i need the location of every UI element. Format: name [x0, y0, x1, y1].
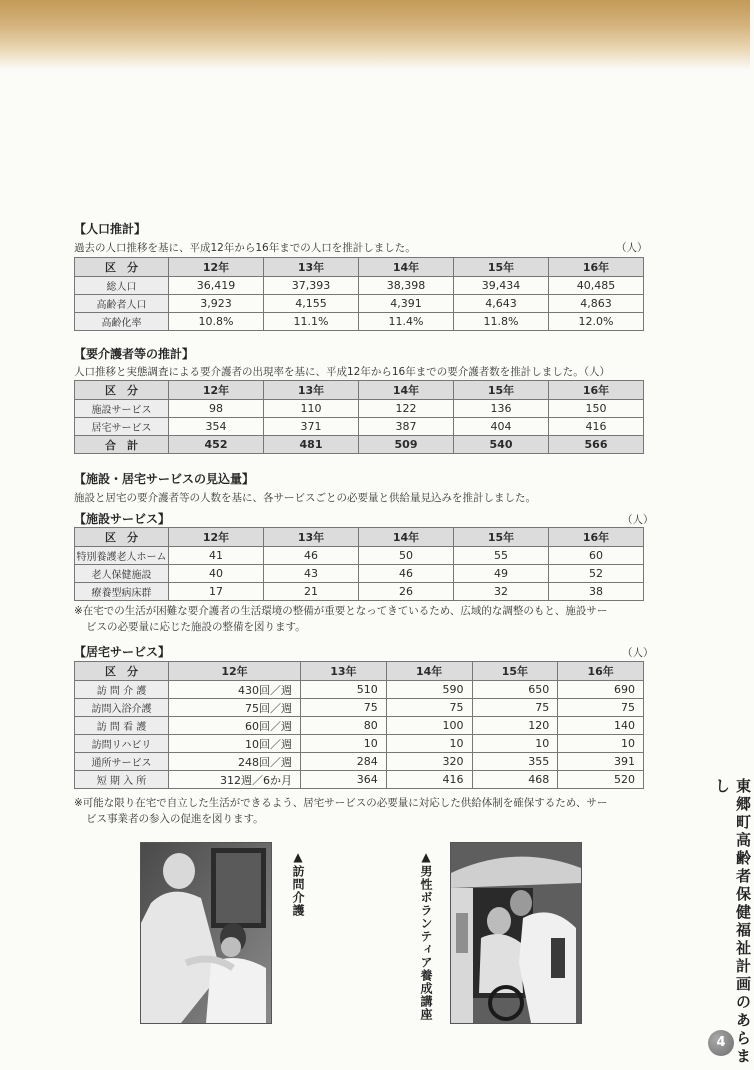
row-label: 老人保健施設	[75, 565, 169, 583]
facility-table	[74, 527, 644, 601]
table-cell: 136	[454, 400, 549, 418]
table-cell: 75	[386, 699, 472, 717]
table-row	[75, 753, 644, 771]
header-cell: 16年	[549, 528, 644, 547]
header-cell: 13年	[264, 258, 359, 277]
table-cell: 40	[169, 565, 264, 583]
table-cell: 430回／週	[169, 681, 301, 699]
header-cell: 区 分	[75, 528, 169, 547]
row-label: 高齢化率	[75, 313, 169, 331]
table-cell: 110	[264, 400, 359, 418]
table-row	[75, 277, 644, 295]
header-cell: 12年	[169, 258, 264, 277]
care-table	[74, 380, 644, 454]
home-table	[74, 661, 644, 789]
header-cell: 14年	[359, 381, 454, 400]
table-cell: 10回／週	[169, 735, 301, 753]
table-cell: 17	[169, 583, 264, 601]
table-cell: 55	[454, 547, 549, 565]
male-volunteer-course-photo	[450, 842, 582, 1024]
row-label: 施設サービス	[75, 400, 169, 418]
row-label: 高齢者人口	[75, 295, 169, 313]
table-cell: 43	[264, 565, 359, 583]
table-cell: 49	[454, 565, 549, 583]
header-cell: 13年	[264, 381, 359, 400]
table-cell: 75	[558, 699, 644, 717]
table-cell: 387	[359, 418, 454, 436]
table-row	[75, 418, 644, 436]
header-cell: 区 分	[75, 381, 169, 400]
home-note-line1: ※可能な限り在宅で自立した生活ができるよう、居宅サービスの必要量に対応した供給体制を確保するため、サー	[74, 797, 608, 809]
table-cell: 12.0%	[549, 313, 644, 331]
table-row	[75, 699, 644, 717]
table-cell: 41	[169, 547, 264, 565]
table-cell: 26	[359, 583, 454, 601]
table-cell: 60	[549, 547, 644, 565]
table-header-row	[75, 381, 644, 400]
table-cell: 140	[558, 717, 644, 735]
table-cell: 50	[359, 547, 454, 565]
table-cell: 46	[359, 565, 454, 583]
table-cell: 46	[264, 547, 359, 565]
table-cell: 371	[264, 418, 359, 436]
table-cell: 452	[169, 436, 264, 454]
table-cell: 39,434	[454, 277, 549, 295]
table-cell: 320	[386, 753, 472, 771]
table-cell: 4,391	[359, 295, 454, 313]
row-label: 短 期 入 所	[75, 771, 169, 789]
table-cell: 11.8%	[454, 313, 549, 331]
table-cell: 520	[558, 771, 644, 789]
table-cell: 150	[549, 400, 644, 418]
table-header-row	[75, 662, 644, 681]
table-cell: 4,863	[549, 295, 644, 313]
header-cell: 区 分	[75, 258, 169, 277]
home-note-line2: ビス事業者の参入の促進を図ります。	[86, 813, 264, 825]
header-cell: 12年	[169, 528, 264, 547]
table-cell: 590	[386, 681, 472, 699]
table-cell: 312週／6か月	[169, 771, 301, 789]
population-table	[74, 257, 644, 331]
row-label: 訪問リハビリ	[75, 735, 169, 753]
header-cell: 15年	[454, 381, 549, 400]
row-label: 訪 問 看 護	[75, 717, 169, 735]
table-row	[75, 313, 644, 331]
table-cell: 404	[454, 418, 549, 436]
table-cell: 4,155	[264, 295, 359, 313]
table-cell: 10	[301, 735, 387, 753]
home-unit: （人）	[622, 647, 654, 659]
table-cell: 32	[454, 583, 549, 601]
table-cell: 100	[386, 717, 472, 735]
facility-title: 【施設サービス】	[74, 512, 171, 526]
row-label: 訪問入浴介護	[75, 699, 169, 717]
table-cell: 416	[386, 771, 472, 789]
table-cell: 10	[472, 735, 558, 753]
care-title: 【要介護者等の推計】	[74, 347, 195, 361]
table-cell: 248回／週	[169, 753, 301, 771]
header-cell: 14年	[359, 258, 454, 277]
table-row	[75, 717, 644, 735]
table-row	[75, 400, 644, 418]
table-cell: 120	[472, 717, 558, 735]
home-visit-care-photo	[140, 842, 272, 1024]
table-row	[75, 583, 644, 601]
table-cell: 391	[558, 753, 644, 771]
table-cell: 10	[558, 735, 644, 753]
table-cell: 80	[301, 717, 387, 735]
table-cell: 37,393	[264, 277, 359, 295]
table-cell: 75回／週	[169, 699, 301, 717]
header-cell: 区 分	[75, 662, 169, 681]
outlook-title: 【施設・居宅サービスの見込量】	[74, 472, 255, 486]
table-cell: 650	[472, 681, 558, 699]
population-title: 【人口推計】	[74, 222, 147, 236]
table-row	[75, 735, 644, 753]
row-label: 特別養護老人ホーム	[75, 547, 169, 565]
header-band	[0, 0, 750, 70]
home-note	[74, 795, 644, 827]
row-label: 合 計	[75, 436, 169, 454]
table-row	[75, 565, 644, 583]
table-cell: 566	[549, 436, 644, 454]
table-row	[75, 547, 644, 565]
table-header-row	[75, 528, 644, 547]
header-cell: 12年	[169, 381, 264, 400]
facility-unit: （人）	[622, 514, 654, 526]
table-cell: 481	[264, 436, 359, 454]
table-cell: 540	[454, 436, 549, 454]
header-cell: 15年	[454, 258, 549, 277]
table-cell: 38	[549, 583, 644, 601]
table-cell: 416	[549, 418, 644, 436]
table-cell: 11.4%	[359, 313, 454, 331]
header-cell: 16年	[549, 258, 644, 277]
table-cell: 510	[301, 681, 387, 699]
table-row	[75, 681, 644, 699]
table-cell: 75	[472, 699, 558, 717]
table-cell: 10.8%	[169, 313, 264, 331]
table-cell: 10	[386, 735, 472, 753]
population-desc: 過去の人口推移を基に、平成12年から16年までの人口を推計しました。	[74, 242, 416, 254]
table-cell: 364	[301, 771, 387, 789]
table-cell: 3,923	[169, 295, 264, 313]
population-unit: （人）	[616, 242, 648, 254]
facility-note	[74, 603, 644, 635]
table-cell: 122	[359, 400, 454, 418]
page-number: 4	[708, 1030, 734, 1056]
row-label: 居宅サービス	[75, 418, 169, 436]
outlook-desc: 施設と居宅の要介護者等の人数を基に、各サービスごとの必要量と供給量見込みを推計しました。	[74, 492, 536, 504]
table-cell: 75	[301, 699, 387, 717]
row-label: 総人口	[75, 277, 169, 295]
table-cell: 690	[558, 681, 644, 699]
table-cell: 355	[472, 753, 558, 771]
table-cell: 60回／週	[169, 717, 301, 735]
row-label: 訪 問 介 護	[75, 681, 169, 699]
table-total-row	[75, 436, 644, 454]
header-cell: 16年	[558, 662, 644, 681]
table-cell: 284	[301, 753, 387, 771]
facility-note-line2: ビスの必要量に応じた施設の整備を図ります。	[86, 621, 306, 633]
photo-caption-volunteer: ▲男性ボランティア養成講座	[419, 850, 433, 1021]
photo-caption-home-visit: ▲訪問介護	[291, 850, 305, 917]
table-cell: 11.1%	[264, 313, 359, 331]
header-cell: 15年	[454, 528, 549, 547]
header-cell: 14年	[359, 528, 454, 547]
document-side-title: 東郷町高齢者保健福祉計画のあらまし	[713, 778, 752, 1066]
table-row	[75, 295, 644, 313]
table-row	[75, 771, 644, 789]
table-cell: 509	[359, 436, 454, 454]
table-cell: 21	[264, 583, 359, 601]
table-cell: 38,398	[359, 277, 454, 295]
table-cell: 354	[169, 418, 264, 436]
care-desc: 人口推移と実態調査による要介護者の出現率を基に、平成12年から16年までの要介護者数を推計しました。（人）	[74, 366, 610, 378]
table-cell: 40,485	[549, 277, 644, 295]
table-cell: 36,419	[169, 277, 264, 295]
facility-note-line1: ※在宅での生活が困難な要介護者の生活環境の整備が重要となってきているため、広域的な調整のもと、施設サー	[74, 605, 608, 617]
table-cell: 4,643	[454, 295, 549, 313]
header-cell: 15年	[472, 662, 558, 681]
table-cell: 468	[472, 771, 558, 789]
table-cell: 52	[549, 565, 644, 583]
home-title: 【居宅サービス】	[74, 645, 171, 659]
header-cell: 16年	[549, 381, 644, 400]
header-cell: 13年	[264, 528, 359, 547]
row-label: 療養型病床群	[75, 583, 169, 601]
header-cell: 14年	[386, 662, 472, 681]
header-cell: 13年	[301, 662, 387, 681]
row-label: 通所サービス	[75, 753, 169, 771]
table-header-row	[75, 258, 644, 277]
header-cell: 12年	[169, 662, 301, 681]
table-cell: 98	[169, 400, 264, 418]
